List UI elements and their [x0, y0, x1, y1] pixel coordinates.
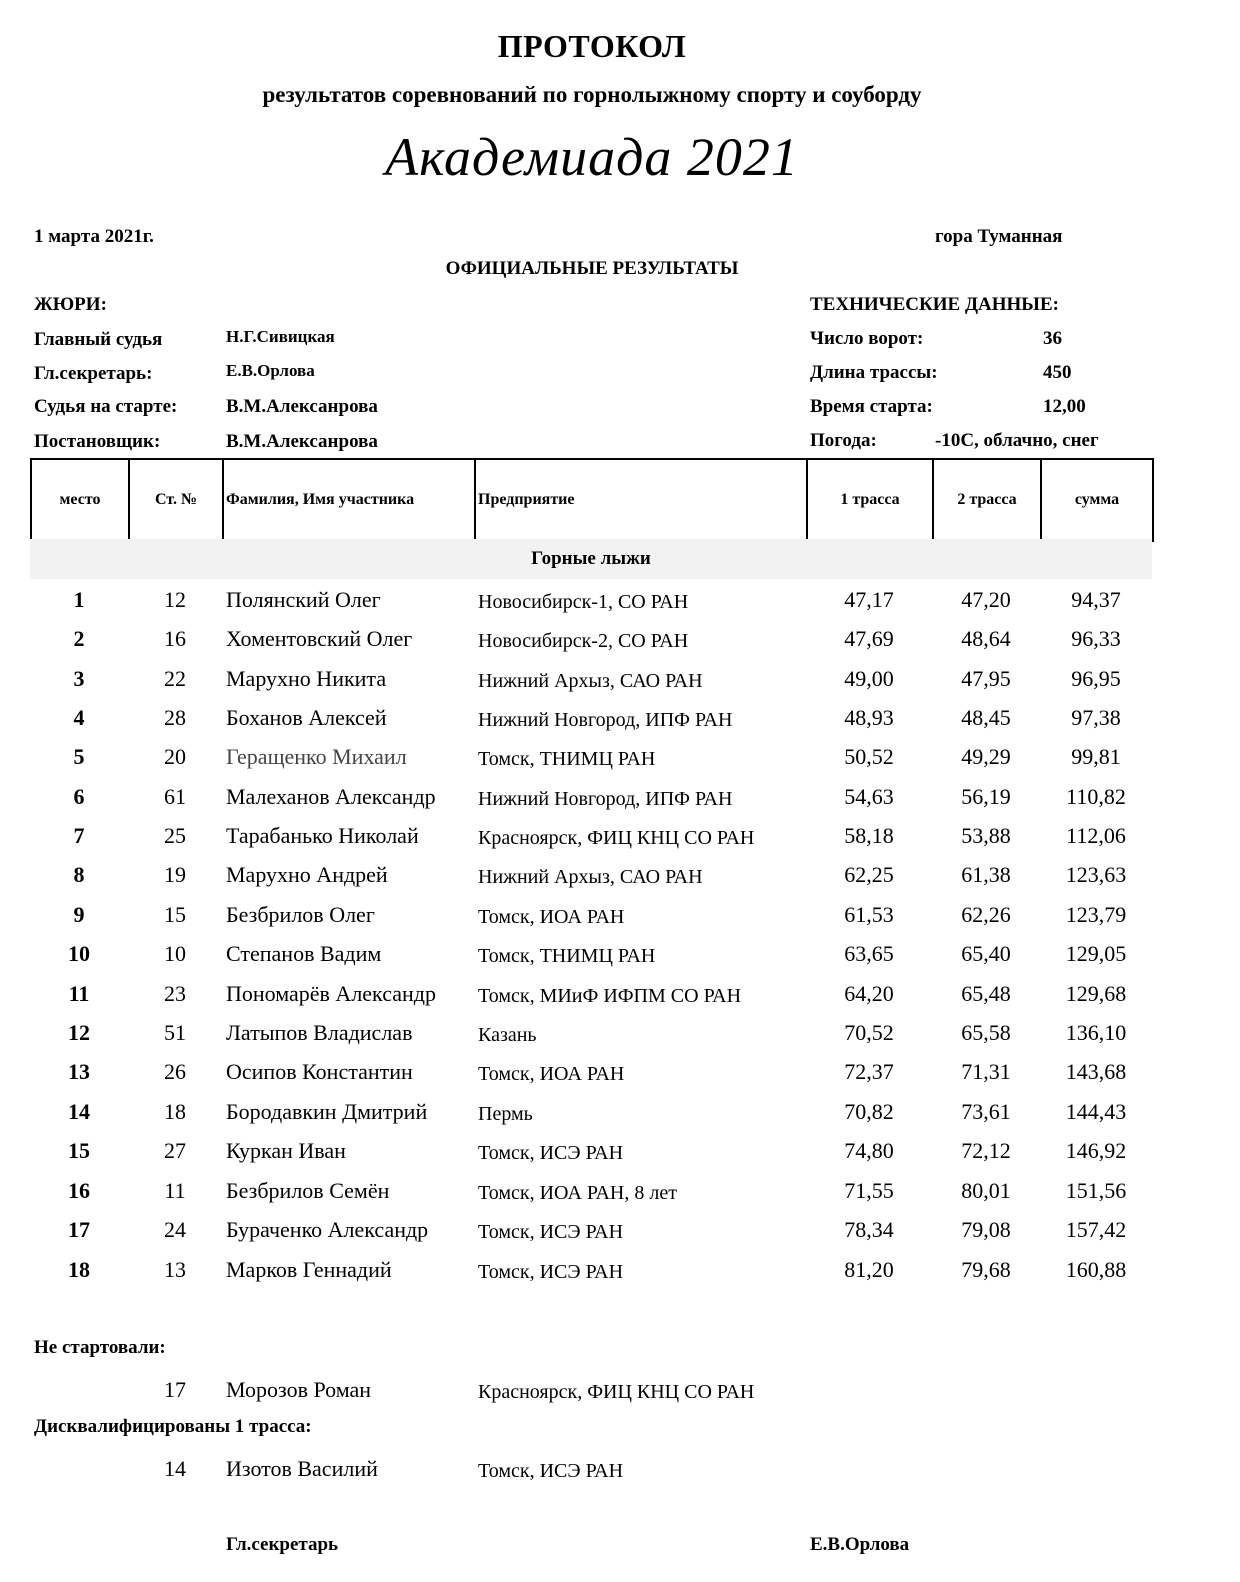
total-cell: 143,68 — [1065, 1059, 1127, 1084]
organization-cell: Пермь — [478, 1103, 533, 1125]
participant-name-cell: Марухно Андрей — [226, 862, 388, 887]
participant-name-cell: Полянский Олег — [226, 587, 381, 612]
technical-value: -10С, облачно, снег — [935, 430, 1099, 451]
run-1-cell: 64,20 — [844, 981, 894, 1006]
start-number-cell: 10 — [164, 941, 186, 966]
organization-cell: Томск, ИОА РАН — [478, 1063, 625, 1085]
participant-name-cell: Геращенко Михаил — [226, 744, 407, 769]
total-cell: 97,38 — [1071, 705, 1121, 730]
run-2-cell: 73,61 — [961, 1099, 1011, 1124]
total-cell: 110,82 — [1066, 784, 1126, 809]
signature-role: Гл.секретарь — [226, 1534, 339, 1555]
place-cell: 10 — [68, 941, 90, 966]
run-2-cell: 65,48 — [961, 981, 1011, 1006]
participant-name-cell: Безбрилов Семён — [226, 1178, 390, 1203]
start-number-cell: 51 — [164, 1020, 186, 1045]
document-title: ПРОТОКОЛ — [497, 28, 687, 64]
place-cell: 17 — [68, 1217, 90, 1242]
participant-name-cell: Боханов Алексей — [226, 705, 387, 730]
run-2-cell: 48,64 — [961, 626, 1011, 651]
run-2-cell: 79,08 — [961, 1217, 1011, 1242]
start-number-cell: 61 — [164, 784, 186, 809]
start-number-cell: 20 — [164, 744, 186, 769]
start-number-cell: 12 — [164, 587, 186, 612]
jury-name: Н.Г.Сивицкая — [226, 327, 335, 346]
jury-name: В.М.Алексанрова — [226, 396, 378, 417]
start-number-cell: 18 — [164, 1099, 186, 1124]
total-cell: 129,68 — [1065, 981, 1127, 1006]
organization-cell: Красноярск, ФИЦ КНЦ СО РАН — [478, 1381, 755, 1403]
jury-heading: ЖЮРИ: — [34, 294, 107, 315]
participant-name-cell: Малеханов Александр — [226, 784, 436, 809]
organization-cell: Томск, ТНИМЦ РАН — [478, 945, 656, 967]
table-row — [0, 941, 1240, 980]
total-cell: 160,88 — [1065, 1257, 1127, 1282]
table-row — [0, 902, 1240, 941]
total-cell: 136,10 — [1065, 1020, 1127, 1045]
total-cell: 96,95 — [1071, 666, 1121, 691]
place-cell: 6 — [73, 784, 85, 809]
technical-heading: ТЕХНИЧЕСКИЕ ДАННЫЕ: — [810, 294, 1059, 315]
run-2-cell: 47,95 — [961, 666, 1011, 691]
column-header-run-2: 2 трасса — [933, 459, 1041, 541]
start-number-cell: 23 — [164, 981, 186, 1006]
run-2-cell: 53,88 — [961, 823, 1011, 848]
run-1-cell: 74,80 — [844, 1138, 894, 1163]
participant-name-cell: Латыпов Владислав — [226, 1020, 413, 1045]
participant-name-cell: Изотов Василий — [226, 1456, 378, 1481]
column-header-name: Фамилия, Имя участника — [223, 459, 475, 541]
table-row — [0, 1059, 1240, 1098]
participant-name-cell: Марухно Никита — [226, 666, 387, 691]
run-1-cell: 63,65 — [844, 941, 894, 966]
organization-cell: Томск, ИСЭ РАН — [478, 1221, 624, 1243]
run-1-cell: 48,93 — [844, 705, 894, 730]
place-cell: 14 — [68, 1099, 90, 1124]
run-1-cell: 72,37 — [844, 1059, 894, 1084]
participant-name-cell: Куркан Иван — [226, 1138, 346, 1163]
column-header-organization: Предприятие — [475, 459, 807, 541]
jury-role: Гл.секретарь: — [34, 363, 153, 384]
run-2-cell: 71,31 — [961, 1059, 1011, 1084]
table-row — [0, 862, 1240, 901]
technical-label: Длина трассы: — [810, 362, 938, 383]
organization-cell: Томск, ИСЭ РАН — [478, 1142, 624, 1164]
total-cell: 123,79 — [1065, 902, 1127, 927]
jury-role: Постановщик: — [34, 431, 161, 452]
run-1-cell: 54,63 — [844, 784, 894, 809]
organization-cell: Томск, ИОА РАН — [478, 906, 625, 928]
organization-cell: Казань — [478, 1024, 537, 1046]
start-number-cell: 13 — [164, 1257, 186, 1282]
total-cell: 99,81 — [1071, 744, 1121, 769]
competition-location: гора Туманная — [935, 226, 1063, 247]
run-1-cell: 61,53 — [844, 902, 894, 927]
run-1-cell: 50,52 — [844, 744, 894, 769]
did-not-start-heading: Не стартовали: — [34, 1337, 166, 1358]
run-1-cell: 78,34 — [844, 1217, 894, 1242]
participant-name-cell: Бураченко Александр — [226, 1217, 429, 1242]
table-row — [0, 823, 1240, 862]
run-2-cell: 49,29 — [961, 744, 1011, 769]
start-number-cell: 19 — [164, 862, 186, 887]
jury-name: В.М.Алексанрова — [226, 431, 378, 452]
start-number-cell: 25 — [164, 823, 186, 848]
run-2-cell: 80,01 — [961, 1178, 1011, 1203]
run-1-cell: 70,52 — [844, 1020, 894, 1045]
organization-cell: Красноярск, ФИЦ КНЦ СО РАН — [478, 827, 755, 849]
results-table-header — [30, 458, 1154, 542]
total-cell: 144,43 — [1065, 1099, 1127, 1124]
jury-role: Главный судья — [34, 329, 163, 350]
total-cell: 146,92 — [1065, 1138, 1127, 1163]
run-1-cell: 47,17 — [844, 587, 894, 612]
participant-name-cell: Степанов Вадим — [226, 941, 382, 966]
place-cell: 2 — [73, 626, 85, 651]
run-2-cell: 47,20 — [961, 587, 1011, 612]
table-row — [0, 626, 1240, 665]
organization-cell: Томск, ИСЭ РАН — [478, 1460, 624, 1482]
place-cell: 15 — [68, 1138, 90, 1163]
organization-cell: Новосибирск-2, СО РАН — [478, 630, 689, 652]
technical-label: Число ворот: — [810, 328, 924, 349]
event-name: Академиада 2021 — [385, 127, 799, 187]
participant-name-cell: Тарабанько Николай — [226, 823, 419, 848]
table-row — [0, 666, 1240, 705]
organization-cell: Новосибирск-1, СО РАН — [478, 591, 689, 613]
technical-label: Погода: — [810, 430, 877, 451]
official-results-heading: ОФИЦИАЛЬНЫЕ РЕЗУЛЬТАТЫ — [445, 258, 739, 279]
technical-value: 36 — [1043, 328, 1062, 349]
run-2-cell: 61,38 — [961, 862, 1011, 887]
table-row — [0, 1178, 1240, 1217]
table-row — [0, 981, 1240, 1020]
place-cell: 9 — [73, 902, 85, 927]
start-number-cell: 26 — [164, 1059, 186, 1084]
column-header-place: место — [31, 459, 129, 541]
run-1-cell: 62,25 — [844, 862, 894, 887]
table-row — [0, 784, 1240, 823]
organization-cell: Томск, МИиФ ИФПМ СО РАН — [478, 985, 742, 1007]
organization-cell: Нижний Новгород, ИПФ РАН — [478, 709, 733, 731]
table-row — [0, 744, 1240, 783]
organization-cell: Томск, ТНИМЦ РАН — [478, 748, 656, 770]
participant-name-cell: Хоментовский Олег — [226, 626, 413, 651]
start-number-cell: 15 — [164, 902, 186, 927]
table-row — [0, 1217, 1240, 1256]
place-cell: 1 — [73, 587, 85, 612]
participant-name-cell: Морозов Роман — [226, 1377, 372, 1402]
jury-name: Е.В.Орлова — [226, 361, 315, 380]
start-number-cell: 17 — [164, 1377, 186, 1402]
table-row — [0, 1099, 1240, 1138]
total-cell: 157,42 — [1065, 1217, 1127, 1242]
did-not-start-row — [0, 1377, 1240, 1416]
organization-cell: Нижний Архыз, САО РАН — [478, 866, 703, 888]
column-header-total: сумма — [1041, 459, 1153, 541]
run-2-cell: 65,40 — [961, 941, 1011, 966]
place-cell: 5 — [73, 744, 85, 769]
place-cell: 16 — [68, 1178, 90, 1203]
column-header-start-number: Ст. № — [129, 459, 223, 541]
organization-cell: Томск, ИОА РАН, 8 лет — [478, 1182, 677, 1204]
organization-cell: Томск, ИСЭ РАН — [478, 1261, 624, 1283]
start-number-cell: 28 — [164, 705, 186, 730]
run-2-cell: 72,12 — [961, 1138, 1011, 1163]
run-1-cell: 58,18 — [844, 823, 894, 848]
start-number-cell: 16 — [164, 626, 186, 651]
run-1-cell: 81,20 — [844, 1257, 894, 1282]
start-number-cell: 24 — [164, 1217, 186, 1242]
participant-name-cell: Пономарёв Александр — [226, 981, 436, 1006]
participant-name-cell: Бородавкин Дмитрий — [226, 1099, 428, 1124]
table-row — [0, 587, 1240, 626]
total-cell: 112,06 — [1066, 823, 1126, 848]
place-cell: 7 — [73, 823, 85, 848]
place-cell: 12 — [68, 1020, 90, 1045]
column-header-run-1: 1 трасса — [807, 459, 933, 541]
disqualified-row — [0, 1456, 1240, 1495]
total-cell: 129,05 — [1065, 941, 1127, 966]
table-row — [0, 1138, 1240, 1177]
run-2-cell: 62,26 — [961, 902, 1011, 927]
document-subtitle: результатов соревнований по горнолыжному спорту и соуборду — [262, 82, 922, 107]
participant-name-cell: Марков Геннадий — [226, 1257, 392, 1282]
start-number-cell: 14 — [164, 1456, 186, 1481]
run-1-cell: 47,69 — [844, 626, 894, 651]
place-cell: 3 — [73, 666, 85, 691]
place-cell: 13 — [68, 1059, 90, 1084]
run-1-cell: 71,55 — [844, 1178, 894, 1203]
run-1-cell: 49,00 — [844, 666, 894, 691]
place-cell: 11 — [68, 981, 90, 1006]
start-number-cell: 11 — [164, 1178, 186, 1203]
place-cell: 4 — [73, 705, 85, 730]
table-row — [0, 1020, 1240, 1059]
jury-role: Судья на старте: — [34, 396, 178, 417]
disqualified-heading: Дисквалифицированы 1 трасса: — [34, 1416, 312, 1437]
participant-name-cell: Безбрилов Олег — [226, 902, 375, 927]
place-cell: 18 — [68, 1257, 90, 1282]
total-cell: 94,37 — [1071, 587, 1121, 612]
technical-value: 12,00 — [1043, 396, 1086, 417]
competition-date: 1 марта 2021г. — [34, 226, 154, 247]
organization-cell: Нижний Новгород, ИПФ РАН — [478, 788, 733, 810]
technical-value: 450 — [1043, 362, 1072, 383]
run-2-cell: 48,45 — [961, 705, 1011, 730]
start-number-cell: 27 — [164, 1138, 186, 1163]
run-2-cell: 79,68 — [961, 1257, 1011, 1282]
technical-label: Время старта: — [810, 396, 933, 417]
total-cell: 96,33 — [1071, 626, 1121, 651]
place-cell: 8 — [73, 862, 85, 887]
section-title: Горные лыжи — [30, 539, 1152, 579]
run-2-cell: 56,19 — [961, 784, 1011, 809]
total-cell: 151,56 — [1065, 1178, 1127, 1203]
participant-name-cell: Осипов Константин — [226, 1059, 413, 1084]
table-row — [0, 705, 1240, 744]
run-2-cell: 65,58 — [961, 1020, 1011, 1045]
start-number-cell: 22 — [164, 666, 186, 691]
total-cell: 123,63 — [1065, 862, 1127, 887]
signature-name: Е.В.Орлова — [810, 1534, 910, 1555]
organization-cell: Нижний Архыз, САО РАН — [478, 670, 703, 692]
table-row — [0, 1257, 1240, 1296]
run-1-cell: 70,82 — [844, 1099, 894, 1124]
